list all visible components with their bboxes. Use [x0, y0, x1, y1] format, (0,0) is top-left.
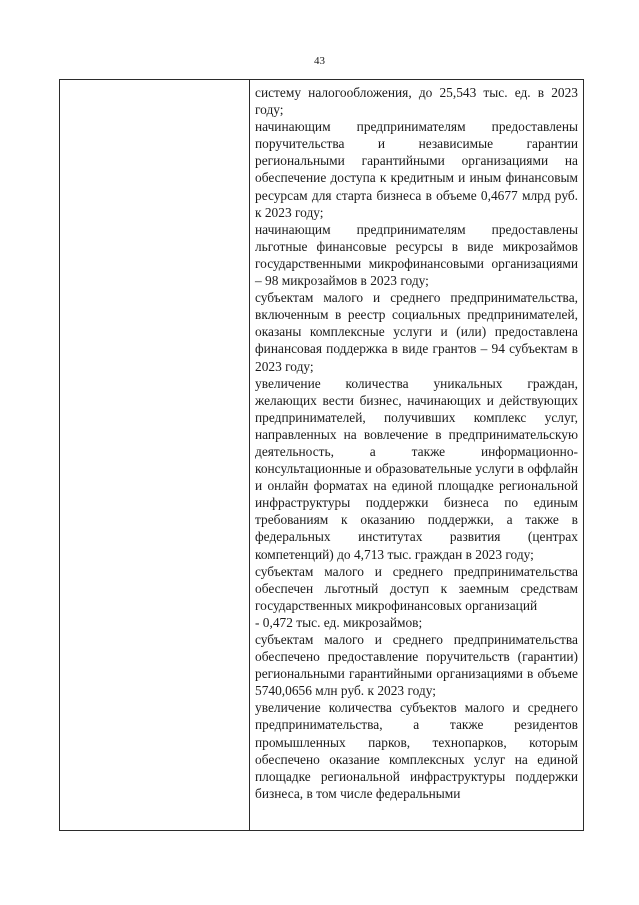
paragraph: субъектам малого и среднего предпринимательства, включенным в реестр социальных предпринимателей, оказаны комплексные услуги и (или) предоставлена финансовая поддержка в виде грантов – 94 субъектам в 2023 году;: [255, 290, 578, 374]
paragraph: - 0,472 тыс. ед. микрозаймов;: [255, 614, 423, 630]
table-cell-right: [250, 80, 584, 831]
document-table: [59, 79, 584, 831]
paragraph: увеличение количества субъектов малого и среднего предпринимательства, а также резидентов промышленных парков, технопарков, которым обеспечено оказание комплексных услуг на единой площадке региональной инфраструктуры поддержки бизнеса, в том числе федеральными: [255, 700, 578, 801]
paragraph: систему налогообложения, до 25,543 тыс. ед. в 2023 году;: [255, 85, 578, 118]
right-cell-content: [250, 80, 583, 830]
paragraph: субъектам малого и среднего предпринимательства обеспечен льготный доступ к заемным средствам государственных микрофинансовых организаций: [255, 563, 578, 613]
paragraph: увеличение количества уникальных граждан, желающих вести бизнес, начинающих и действующих предпринимателей, получивших комплекс услуг, направленных на вовлечение в предпринимательскую деятельность, а также информационно-консультационные и образовательные услуги в оффлайн и онлайн форматах на единой площадке региональной инфраструктуры поддержки бизнеса по единым требованиям к оказанию поддержки, а также в федеральных институтах развития (центрах компетенций) до 4,713 тыс. граждан в 2023 году;: [255, 375, 578, 562]
paragraph: начинающим предпринимателям предоставлены поручительства и независимые гарантии региональными гарантийными организациями на обеспечение доступа к кредитным и иным финансовым ресурсам для старта бизнеса в объеме 0,4677 млрд руб. к 2023 году;: [255, 119, 578, 220]
table-cell-left: [60, 80, 250, 831]
page-number: 43: [314, 55, 325, 67]
paragraph: начинающим предпринимателям предоставлены льготные финансовые ресурсы в виде микрозаймов государственными микрофинансовыми организациями – 98 микрозаймов в 2023 году;: [255, 221, 578, 289]
table-row: [60, 80, 584, 831]
paragraph: субъектам малого и среднего предпринимательства обеспечено предоставление поручительств (гарантии) региональными гарантийными организациями в объеме 5740,0656 млн руб. к 2023 году;: [255, 632, 578, 699]
